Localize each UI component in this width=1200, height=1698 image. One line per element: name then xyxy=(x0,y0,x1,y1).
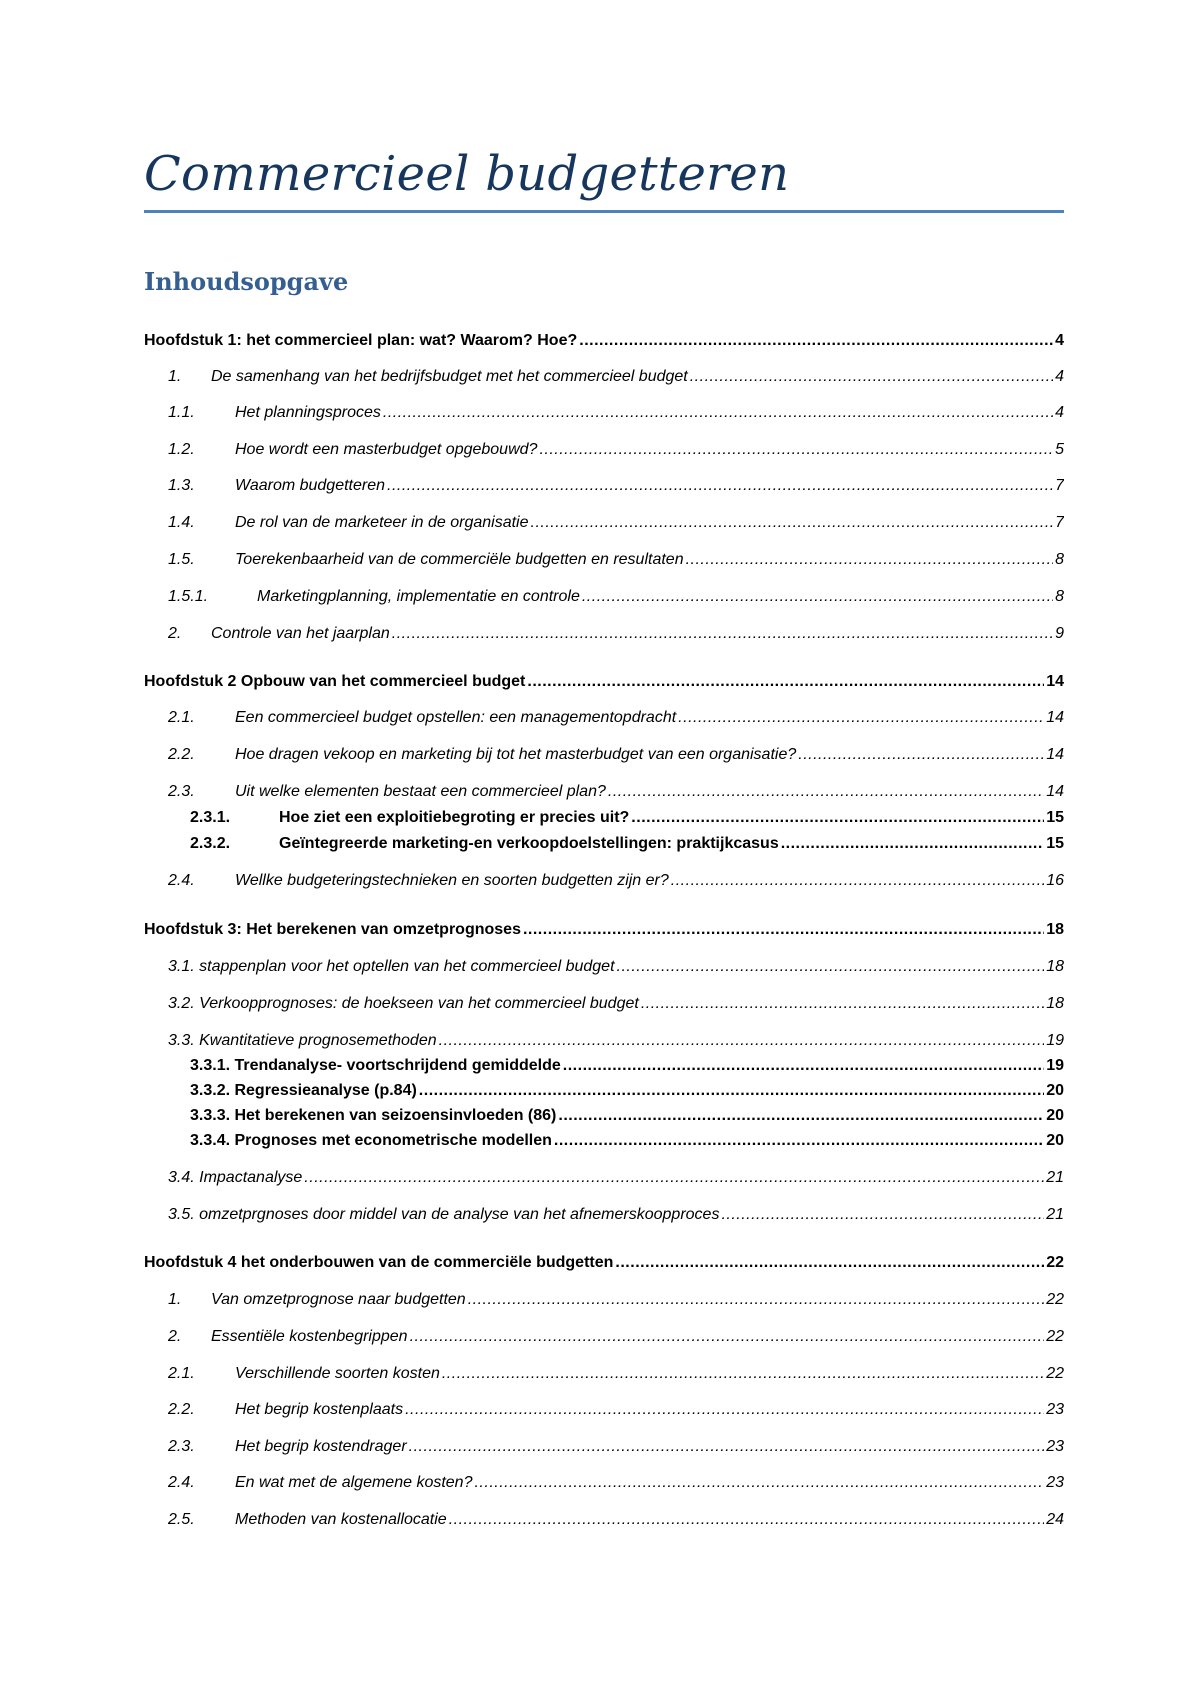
toc-dot-leader xyxy=(671,869,1044,893)
toc-entry-label: Marketingplanning, implementatie en controle xyxy=(257,588,580,605)
toc-page-number: 8 xyxy=(1055,551,1064,568)
toc-entry[interactable] xyxy=(168,1166,1064,1190)
toc-dot-leader xyxy=(563,1054,1044,1078)
toc-dot-leader xyxy=(615,1251,1044,1275)
toc-page-number: 18 xyxy=(1046,995,1064,1012)
toc-entry[interactable] xyxy=(168,743,1064,767)
toc-entry[interactable] xyxy=(168,438,1064,462)
toc-dot-leader xyxy=(409,1435,1045,1459)
toc-entry-number: 2.3.1. xyxy=(190,809,231,826)
toc-entry-label: 3.3.3. Het berekenen van seizoensinvloeden (86) xyxy=(190,1107,557,1124)
toc-page-number: 21 xyxy=(1046,1206,1064,1223)
toc-entry-label: Controle van het jaarplan xyxy=(211,625,390,642)
toc-entry-number: 2.4. xyxy=(168,872,195,889)
toc-entry-number: 2.1. xyxy=(168,1365,195,1382)
toc-page-number: 14 xyxy=(1046,746,1064,763)
toc-entry-number: 2.2. xyxy=(168,1401,195,1418)
toc-entry-label: 3.3.4. Prognoses met econometrische modellen xyxy=(190,1132,552,1149)
toc-dot-leader xyxy=(721,1203,1044,1227)
toc-page-number: 14 xyxy=(1046,673,1064,690)
toc-entry-number: 2.3. xyxy=(168,1438,195,1455)
toc-chapter-1[interactable] xyxy=(144,329,1064,353)
toc-dot-leader xyxy=(474,1471,1044,1495)
toc-page-number: 9 xyxy=(1055,625,1064,642)
toc-chapter-4[interactable] xyxy=(144,1251,1064,1275)
toc-entry[interactable] xyxy=(168,992,1064,1016)
toc-entry-label: Toerekenbaarheid van de commerciële budgetten en resultaten xyxy=(235,551,684,568)
toc-entry-label: Hoofdstuk 1: het commercieel plan: wat? Waarom? Hoe? xyxy=(144,332,578,349)
toc-entry-label: 3.3. Kwantitatieve prognosemethoden xyxy=(168,1032,437,1049)
toc-page-number: 18 xyxy=(1046,921,1064,938)
toc-entry-label: 3.5. omzetprgnoses door middel van de analyse van het afnemerskoopproces xyxy=(168,1206,720,1223)
document-title: Commercieel budgetteren xyxy=(144,146,790,202)
toc-dot-leader xyxy=(690,365,1053,389)
toc-entry-label: 3.3.2. Regressieanalyse (p.84) xyxy=(190,1082,417,1099)
toc-dot-leader xyxy=(641,992,1044,1016)
toc-page-number: 18 xyxy=(1046,958,1064,975)
toc-page-number: 23 xyxy=(1046,1401,1064,1418)
toc-entry[interactable] xyxy=(190,1079,1064,1103)
toc-entry-label: Hoe ziet een exploitiebegroting er precies uit? xyxy=(279,809,630,826)
toc-dot-leader xyxy=(686,548,1054,572)
toc-entry-label: Uit welke elementen bestaat een commercieel plan? xyxy=(235,783,606,800)
toc-page-number: 16 xyxy=(1046,872,1064,889)
toc-entry-label: 3.3.1. Trendanalyse- voortschrijdend gemiddelde xyxy=(190,1057,561,1074)
toc-dot-leader xyxy=(798,743,1044,767)
toc-entry-label: Hoofdstuk 3: Het berekenen van omzetprognoses xyxy=(144,921,521,938)
toc-page-number: 22 xyxy=(1046,1291,1064,1308)
toc-entry-label: 3.4. Impactanalyse xyxy=(168,1169,303,1186)
toc-dot-leader xyxy=(392,622,1053,646)
toc-entry-number: 2. xyxy=(168,1328,182,1345)
toc-dot-leader xyxy=(439,1029,1045,1053)
toc-dot-leader xyxy=(410,1325,1045,1349)
toc-entry[interactable] xyxy=(168,474,1064,498)
toc-entry[interactable] xyxy=(168,780,1064,804)
toc-entry-label: Het begrip kostenplaats xyxy=(235,1401,404,1418)
toc-entry-number: 2. xyxy=(168,625,182,642)
toc-dot-leader xyxy=(442,1362,1044,1386)
toc-entry-label: Een commercieel budget opstellen: een managementopdracht xyxy=(235,709,677,726)
toc-entry[interactable] xyxy=(168,365,1064,389)
toc-dot-leader xyxy=(579,329,1053,353)
toc-page-number: 22 xyxy=(1046,1365,1064,1382)
toc-dot-leader xyxy=(387,474,1053,498)
toc-page-number: 14 xyxy=(1046,709,1064,726)
toc-page-number: 23 xyxy=(1046,1438,1064,1455)
toc-entry-label: Wellke budgeteringstechnieken en soorten budgetten zijn er? xyxy=(235,872,669,889)
toc-entry[interactable] xyxy=(190,1104,1064,1128)
toc-entry-number: 1. xyxy=(168,1291,182,1308)
toc-page-number: 24 xyxy=(1046,1511,1064,1528)
toc-entry-label: Hoe wordt een masterbudget opgebouwd? xyxy=(235,441,538,458)
toc-entry-number: 2.1. xyxy=(168,709,195,726)
toc-entry[interactable] xyxy=(168,622,1064,646)
toc-entry-label: Hoofdstuk 2 Opbouw van het commercieel budget xyxy=(144,673,526,690)
toc-heading: Inhoudsopgave xyxy=(144,267,349,296)
toc-entry-number: 1.2. xyxy=(168,441,195,458)
toc-entry-label: Essentiële kostenbegrippen xyxy=(211,1328,408,1345)
toc-entry[interactable] xyxy=(168,1508,1064,1532)
toc-dot-leader xyxy=(617,955,1045,979)
toc-entry-label: Het begrip kostendrager xyxy=(235,1438,407,1455)
toc-entry[interactable] xyxy=(190,1129,1064,1153)
toc-page-number: 4 xyxy=(1055,368,1064,385)
toc-dot-leader xyxy=(582,585,1053,609)
toc-entry-number: 2.4. xyxy=(168,1474,195,1491)
toc-entry[interactable] xyxy=(168,1435,1064,1459)
toc-dot-leader xyxy=(419,1079,1044,1103)
toc-page-number: 5 xyxy=(1055,441,1064,458)
toc-dot-leader xyxy=(304,1166,1044,1190)
toc-page-number: 15 xyxy=(1046,835,1064,852)
toc-entry-label: Waarom budgetteren xyxy=(235,477,386,494)
toc-page-number: 7 xyxy=(1055,477,1064,494)
toc-dot-leader xyxy=(531,511,1054,535)
toc-entry-number: 2.3.2. xyxy=(190,835,231,852)
toc-entry-label: Van omzetprognose naar budgetten xyxy=(211,1291,466,1308)
toc-dot-leader xyxy=(608,780,1044,804)
toc-entry-number: 1.5.1. xyxy=(168,588,209,605)
toc-page-number: 22 xyxy=(1046,1328,1064,1345)
toc-dot-leader xyxy=(523,918,1044,942)
toc-entry[interactable] xyxy=(168,1203,1064,1227)
toc-page-number: 14 xyxy=(1046,783,1064,800)
toc-dot-leader xyxy=(527,670,1044,694)
toc-dot-leader xyxy=(383,401,1053,425)
toc-entry[interactable] xyxy=(168,548,1064,572)
toc-dot-leader xyxy=(468,1288,1045,1312)
toc-chapter-2[interactable] xyxy=(144,670,1064,694)
toc-entry-label: Methoden van kostenallocatie xyxy=(235,1511,447,1528)
toc-entry-label: 3.1. stappenplan voor het optellen van het commercieel budget xyxy=(168,958,615,975)
toc-dot-leader xyxy=(558,1104,1044,1128)
toc-entry-label: En wat met de algemene kosten? xyxy=(235,1474,473,1491)
toc-entry[interactable] xyxy=(168,706,1064,730)
toc-page-number: 19 xyxy=(1046,1057,1064,1074)
toc-entry[interactable] xyxy=(190,1054,1064,1078)
toc-entry[interactable] xyxy=(168,1029,1064,1053)
title-underline xyxy=(144,210,1064,213)
toc-dot-leader xyxy=(405,1398,1044,1422)
toc-page-number: 4 xyxy=(1055,332,1064,349)
toc-entry-number: 1. xyxy=(168,368,182,385)
toc-page-number: 22 xyxy=(1046,1254,1064,1271)
toc-page-number: 8 xyxy=(1055,588,1064,605)
toc-dot-leader xyxy=(539,438,1053,462)
toc-entry[interactable] xyxy=(168,585,1064,609)
toc-entry-number: 1.5. xyxy=(168,551,195,568)
toc-dot-leader xyxy=(554,1129,1044,1153)
toc-entry[interactable] xyxy=(190,832,1064,856)
toc-entry[interactable] xyxy=(168,1471,1064,1495)
toc-dot-leader xyxy=(631,806,1044,830)
toc-page-number: 21 xyxy=(1046,1169,1064,1186)
toc-page-number: 7 xyxy=(1055,514,1064,531)
toc-dot-leader xyxy=(449,1508,1045,1532)
toc-entry-label: Hoofdstuk 4 het onderbouwen van de commerciële budgetten xyxy=(144,1254,614,1271)
toc-entry-number: 1.3. xyxy=(168,477,195,494)
toc-entry[interactable] xyxy=(168,869,1064,893)
toc-entry-label: De rol van de marketeer in de organisatie xyxy=(235,514,529,531)
toc-dot-leader xyxy=(781,832,1044,856)
toc-entry[interactable] xyxy=(168,511,1064,535)
toc-entry-number: 1.4. xyxy=(168,514,195,531)
toc-page-number: 20 xyxy=(1046,1132,1064,1149)
toc-entry-label: Hoe dragen vekoop en marketing bij tot het masterbudget van een organisatie? xyxy=(235,746,797,763)
toc-entry[interactable] xyxy=(168,955,1064,979)
toc-entry-number: 2.2. xyxy=(168,746,195,763)
toc-entry[interactable] xyxy=(168,401,1064,425)
toc-entry-label: Geïntegreerde marketing-en verkoopdoelstellingen: praktijkcasus xyxy=(279,835,779,852)
toc-entry-label: Het planningsproces xyxy=(235,404,381,421)
toc-page-number: 15 xyxy=(1046,809,1064,826)
toc-page-number: 19 xyxy=(1046,1032,1064,1049)
toc-chapter-3[interactable] xyxy=(144,918,1064,942)
toc-entry-number: 2.3. xyxy=(168,783,195,800)
toc-page-number: 4 xyxy=(1055,404,1064,421)
toc-entry[interactable] xyxy=(190,806,1064,830)
toc-page-number: 20 xyxy=(1046,1082,1064,1099)
toc-page-number: 23 xyxy=(1046,1474,1064,1491)
toc-entry[interactable] xyxy=(168,1398,1064,1422)
toc-dot-leader xyxy=(678,706,1044,730)
toc-entry[interactable] xyxy=(168,1288,1064,1312)
toc-entry-number: 1.1. xyxy=(168,404,195,421)
toc-entry-label: De samenhang van het bedrijfsbudget met het commercieel budget xyxy=(211,368,688,385)
toc-entry[interactable] xyxy=(168,1362,1064,1386)
toc-page-number: 20 xyxy=(1046,1107,1064,1124)
toc-entry-number: 2.5. xyxy=(168,1511,195,1528)
toc-entry-label: 3.2. Verkoopprognoses: de hoekseen van het commercieel budget xyxy=(168,995,639,1012)
toc-entry[interactable] xyxy=(168,1325,1064,1349)
toc-entry-label: Verschillende soorten kosten xyxy=(235,1365,440,1382)
